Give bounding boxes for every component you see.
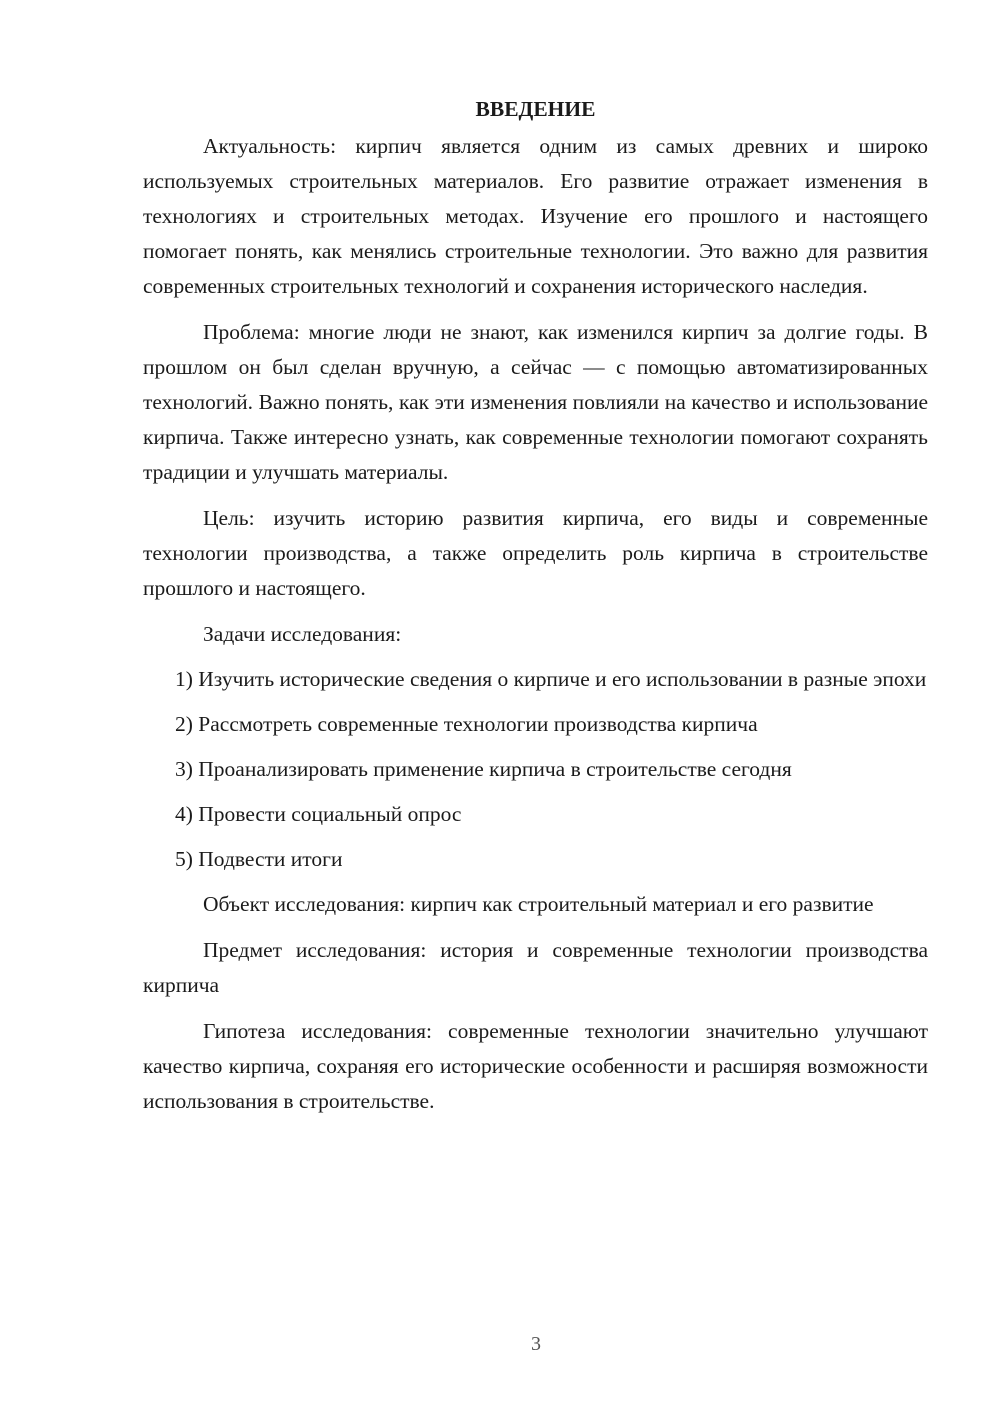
object-paragraph: Объект исследования: кирпич как строительный материал и его развитие	[203, 892, 874, 916]
document-page	[143, 94, 928, 1130]
task-item-3: 3) Проанализировать применение кирпича в строительстве сегодня	[175, 757, 792, 781]
goal-paragraph: Цель: изучить историю развития кирпича, его виды и современные технологии производства, а также определить роль кирпича в строительстве прошлого и настоящего.	[143, 506, 928, 600]
hypothesis-paragraph: Гипотеза исследования: современные технологии значительно улучшают качество кирпича, сохраняя его исторические особенности и расширяя возможности использования в строительстве.	[143, 1019, 928, 1113]
task-item-5: 5) Подвести итоги	[175, 847, 343, 871]
page-number: 3	[531, 1333, 541, 1355]
task-item-2: 2) Рассмотреть современные технологии производства кирпича	[175, 712, 758, 736]
task-item-4: 4) Провести социальный опрос	[175, 802, 462, 826]
subject-paragraph: Предмет исследования: история и современные технологии производства кирпича	[143, 938, 928, 997]
relevance-paragraph: Актуальность: кирпич является одним из самых древних и широко используемых строительных материалов. Его развитие отражает изменения в технологиях и строительных методах. Изучение его прошлого и настоящего помогает понять, как менялись строительные технологии. Это важно для развития современных строительных технологий и сохранения исторического наследия.	[143, 134, 928, 298]
section-title: ВВЕДЕНИЕ	[475, 97, 596, 121]
tasks-heading: Задачи исследования:	[203, 622, 402, 646]
task-item-1: 1) Изучить исторические сведения о кирпиче и его использовании в разные эпохи	[175, 667, 927, 691]
problem-paragraph: Проблема: многие люди не знают, как изменился кирпич за долгие годы. В прошлом он был сделан вручную, а сейчас — с помощью автоматизированных технологий. Важно понять, как эти изменения повлияли на качество и использование кирпича. Также интересно узнать, как современные технологии помогают сохранять традиции и улучшать материалы.	[143, 320, 928, 484]
